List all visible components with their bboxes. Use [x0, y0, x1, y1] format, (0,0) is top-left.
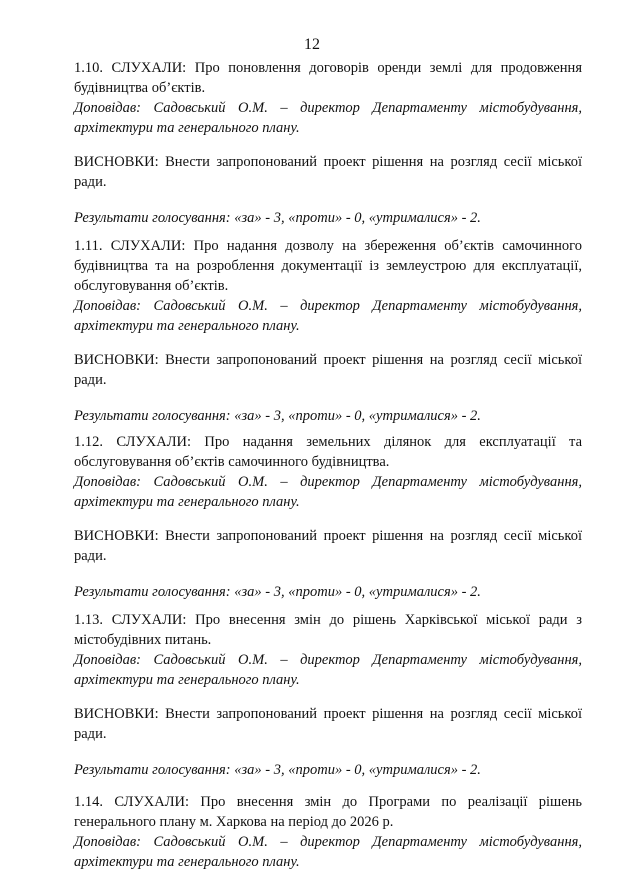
heard-label: СЛУХАЛИ: [110, 238, 186, 254]
item-number: 1.14. [74, 794, 103, 810]
heard-paragraph [74, 610, 582, 650]
conclusions-label: ВИСНОВКИ: [74, 528, 159, 544]
heard-label: СЛУХАЛИ: [111, 612, 187, 628]
heard-text: Про внесення змін до Програми по реалізації рішень генерального плану м. Харкова на період до 2026 р. [74, 794, 582, 830]
speaker-line: Доповідав: Садовський О.М. – директор Департаменту містобудування, архітектури та генерального плану. [74, 652, 582, 688]
speaker-line: Доповідав: Садовський О.М. – директор Департаменту містобудування, архітектури та генерального плану. [74, 474, 582, 510]
conclusions-text: Внести запропонований проект рішення на розгляд сесії міської ради. [74, 352, 582, 388]
heard-paragraph [74, 432, 582, 472]
conclusions-label: ВИСНОВКИ: [74, 154, 159, 170]
heard-paragraph [74, 792, 582, 832]
agenda-item-1-11 [74, 236, 582, 426]
voting-results: Результати голосування: «за» - 3, «проти» - 0, «утрималися» - 2. [74, 210, 481, 226]
speaker-line: Доповідав: Садовський О.М. – директор Департаменту містобудування, архітектури та генерального плану. [74, 834, 582, 870]
conclusions-paragraph [74, 526, 582, 566]
agenda-item-1-12 [74, 432, 582, 602]
item-number: 1.12. [74, 434, 103, 450]
agenda-item-1-10 [74, 58, 582, 228]
conclusions-text: Внести запропонований проект рішення на розгляд сесії міської ради. [74, 528, 582, 564]
agenda-item-1-13 [74, 610, 582, 780]
heard-paragraph [74, 236, 582, 296]
conclusions-label: ВИСНОВКИ: [74, 706, 159, 722]
conclusions-paragraph [74, 350, 582, 390]
heard-label: СЛУХАЛИ: [116, 434, 192, 450]
heard-label: СЛУХАЛИ: [111, 60, 187, 76]
conclusions-paragraph [74, 152, 582, 192]
heard-label: СЛУХАЛИ: [114, 794, 190, 810]
item-number: 1.10. [74, 60, 103, 76]
voting-results: Результати голосування: «за» - 3, «проти» - 0, «утрималися» - 2. [74, 408, 481, 424]
heard-text: Про внесення змін до рішень Харківської міської ради з містобудівних питань. [74, 612, 583, 648]
item-number: 1.13. [74, 612, 103, 628]
agenda-item-1-14 [74, 792, 582, 872]
conclusions-text: Внести запропонований проект рішення на розгляд сесії міської ради. [74, 154, 582, 190]
speaker-line: Доповідав: Садовський О.М. – директор Департаменту містобудування, архітектури та генерального плану. [74, 100, 582, 136]
conclusions-label: ВИСНОВКИ: [74, 352, 159, 368]
heard-text: Про поновлення договорів оренди землі для продовження будівництва об’єктів. [74, 60, 582, 96]
voting-results: Результати голосування: «за» - 3, «проти» - 0, «утрималися» - 2. [74, 762, 481, 778]
page-number: 12 [304, 36, 320, 53]
conclusions-text: Внести запропонований проект рішення на розгляд сесії міської ради. [74, 706, 582, 742]
voting-results: Результати голосування: «за» - 3, «проти» - 0, «утрималися» - 2. [74, 584, 481, 600]
heard-text: Про надання земельних ділянок для експлуатації та обслуговування об’єктів самочинного будівництва. [74, 434, 583, 470]
speaker-line: Доповідав: Садовський О.М. – директор Департаменту містобудування, архітектури та генерального плану. [74, 298, 582, 334]
item-number: 1.11. [74, 238, 103, 254]
conclusions-paragraph [74, 704, 582, 744]
heard-text: Про надання дозволу на збереження об’єктів самочинного будівництва та на розроблення документації із землеустрою для експлуатації, обслуговування об’єктів. [74, 238, 583, 294]
heard-paragraph [74, 58, 582, 98]
